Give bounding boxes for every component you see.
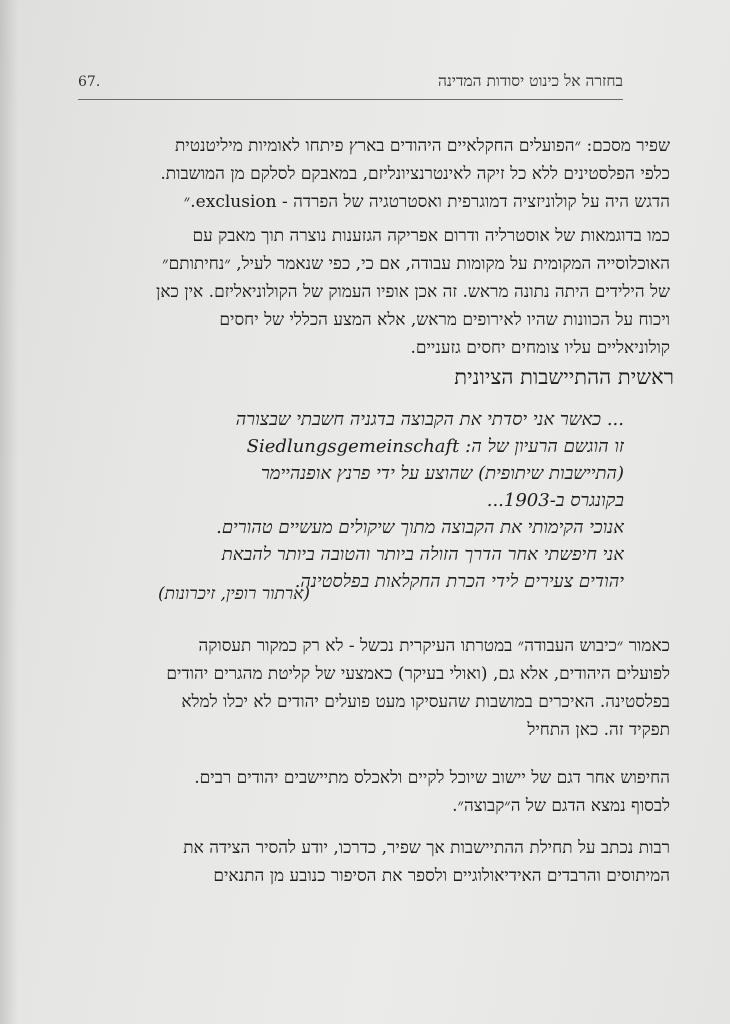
text-line: קולוניאליים עליו צומחים יחסים גזעניים. xyxy=(410,338,670,358)
quote-line: אני חיפשתי אחר הדרך הזולה ביותר והטובה ביותר להבאת xyxy=(221,544,624,565)
text-line: לפועלים היהודים, אלא גם, (ואולי בעיקר) כאמצעי של קליטת מהגרים יהודים xyxy=(166,664,670,684)
section-heading: ראשית ההתיישבות הציונית xyxy=(454,365,674,389)
paragraph-settlement-beginning xyxy=(70,834,670,890)
text-line: הדגש היה על קולוניזציה דמוגרפית ואסטרטגיה של הפרדה - exclusion.״ xyxy=(183,192,670,212)
text-line: החיפוש אחר דגם של יישוב שיוכל לקיים ולאכלס מתיישבים יהודים רבים. xyxy=(194,768,670,788)
text-line: של הילידים היתה נתונה מראש. זה אכן אופיו העמוק של הקולוניאליזם. אין כאן xyxy=(156,282,670,302)
paragraph-shapiro-summary xyxy=(70,132,670,216)
quote-line: אנוכי הקימותי את הקבוצה מתוך שיקולים מעשיים טהורים. xyxy=(216,517,624,538)
paragraph-racism-comparison xyxy=(70,222,670,362)
quote-line: בקונגרס ב-1903... xyxy=(486,490,624,511)
quote-attribution: (ארתור רופין, זיכרונות) xyxy=(158,584,310,604)
running-header xyxy=(78,72,623,98)
text-line: כמו בדוגמאות של אוסטרליה ודרום אפריקה הגזענות נוצרה תוך מאבק עם xyxy=(192,226,670,246)
text-line: רבות נכתב על תחילת ההתיישבות אך שפיר, כדרכו, יודע להסיר הצידה את xyxy=(183,838,670,858)
paragraph-labor-conquest xyxy=(70,632,670,744)
text-line: כאמור ״כיבוש העבודה״ במטרתו העיקרית נכשל - לא רק כמקור תעסוקה xyxy=(198,636,670,656)
text-line: המיתוסים והרבדים האידיאולוגיים ולספר את הסיפור כנובע מן התנאים xyxy=(213,866,670,886)
quote-line: זו הוגשם הרעיון של ה: Siedlungsgemeinschaft xyxy=(246,436,624,457)
text-line: לבסוף נמצא הדגם של ה״קבוצה״. xyxy=(452,796,670,816)
text-line: בפלסטינה. האיכרים במושבות שהעסיקו מעט פועלים יהודים לא יכלו למלא xyxy=(181,692,670,712)
quote-line: (התיישבות שיתופית) שהוצע על ידי פרנץ אופנהיימר xyxy=(260,463,624,484)
text-line: ויכוח על הכוונות שהיו לאירופים מראש, אלא המצע הכללי של יחסים xyxy=(219,310,670,330)
header-rule xyxy=(78,99,623,100)
running-title: בחזרה אל כינוט יסודות המדינה xyxy=(437,72,623,90)
text-line: כלפי הפלסטינים ללא כל זיקה לאינטרנציונליזם, במאבקם לסלקם מן המושבות. xyxy=(160,164,670,184)
quote-line: יהודים צעירים לידי הכרת החקלאות בפלסטינה. xyxy=(294,571,624,592)
text-line: שפיר מסכם: ״הפועלים החקלאיים היהודים בארץ פיתחו לאומיות מיליטנטית xyxy=(174,136,670,156)
text-line: האוכלוסייה המקומית על מקומות עבודה, אם כי, כפי שנאמר לעיל, ״נחיתותם״ xyxy=(162,254,670,274)
page-gutter-shadow xyxy=(0,0,18,1024)
block-quotation xyxy=(104,406,624,595)
text-line: תפקיד זה. כאן התחיל xyxy=(527,720,670,740)
paragraph-search-model xyxy=(70,764,670,820)
page-number: 67. xyxy=(78,74,101,90)
quote-line: ... כאשר אני יסדתי את הקבוצה בדגניה חשבתי שבצורה xyxy=(235,409,624,430)
